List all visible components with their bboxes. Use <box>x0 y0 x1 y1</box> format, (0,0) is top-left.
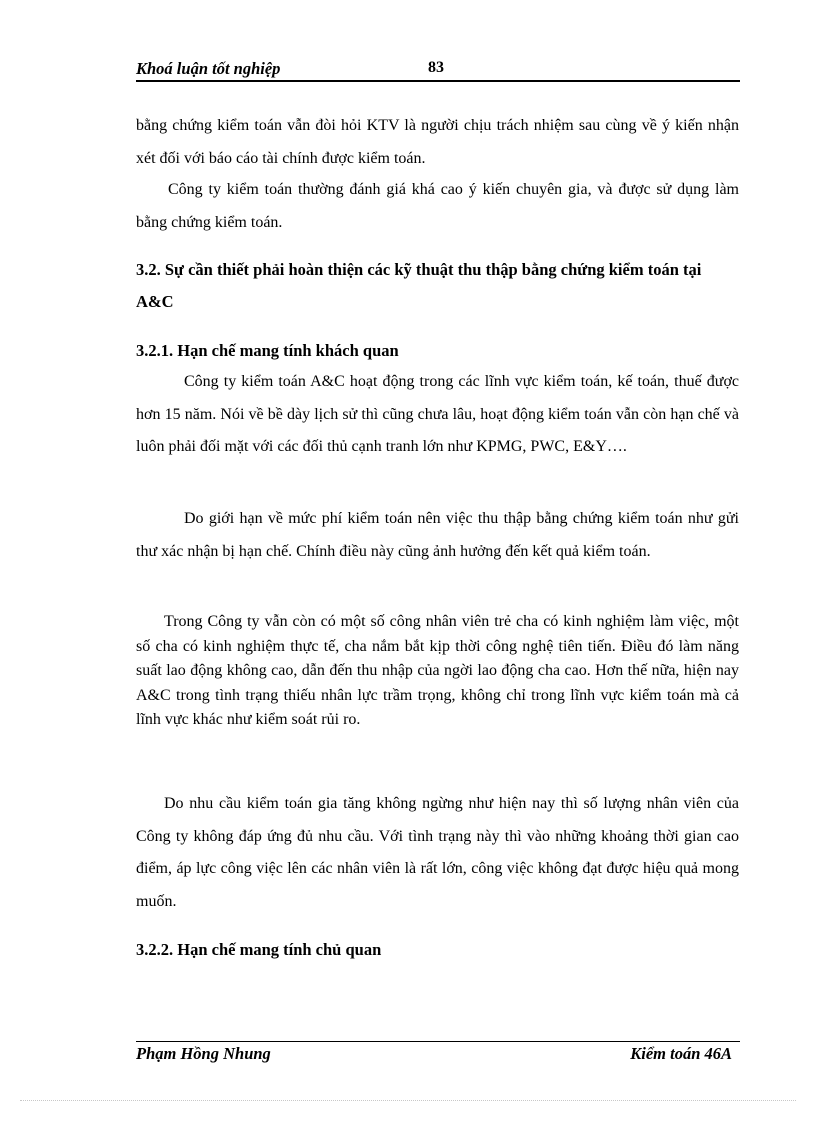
page-header <box>136 58 740 82</box>
paragraph-4: Do giới hạn về mức phí kiểm toán nên việc thu thập bằng chứng kiểm toán như gửi thư xác nhận bị hạn chế. Chính điều này cũng ảnh hưởng đến kết quả kiểm toán. <box>136 510 739 560</box>
paragraph-1: bằng chứng kiểm toán vẫn đòi hỏi KTV là người chịu trách nhiệm sau cùng về ý kiến nhận xét đối với báo cáo tài chính được kiểm toán. <box>136 117 739 167</box>
subsection-heading-3-2-2: 3.2.2. Hạn chế mang tính chủ quan <box>136 940 382 959</box>
section-heading-3-2: 3.2. Sự cần thiết phải hoàn thiện các kỹ thuật thu thập bằng chứng kiểm toán tại A&C <box>136 260 702 311</box>
paragraph-6: Do nhu cầu kiểm toán gia tăng không ngừng như hiện nay thì số lượng nhân viên của Công ty không đáp ứng đủ nhu cầu. Với tình trạng này thì vào những khoảng thời gian cao điểm, áp lực công việc lên các nhân viên là rất lớn, công việc không đạt được hiệu quả mong muốn. <box>136 795 739 910</box>
page-number: 83 <box>428 59 444 76</box>
footer-author: Phạm Hồng Nhung <box>136 1044 271 1063</box>
paragraph-5: Trong Công ty vẫn còn có một số công nhân viên trẻ cha có kinh nghiệm làm việc, một số cha có kinh nghiệm thực tế, cha nắm bắt kịp thời công nghệ tiên tiến. Điều đó làm năng suất lao động không cao, dẫn đến thu nhập của ngời lao động cha cao. Hơn thế nữa, hiện nay A&C trong tình trạng thiếu nhân lực trầm trọng, không chỉ trong lĩnh vực kiểm toán mà cả lĩnh vực khác như kiểm soát rủi ro. <box>136 613 739 728</box>
header-title: Khoá luận tốt nghiệp <box>136 59 281 78</box>
footer-class: Kiểm toán 46A <box>630 1044 732 1063</box>
footer-divider <box>136 1041 740 1042</box>
page-bottom-edge <box>20 1100 796 1101</box>
subsection-heading-3-2-1: 3.2.1. Hạn chế mang tính khách quan <box>136 341 399 360</box>
paragraph-3: Công ty kiểm toán A&C hoạt động trong các lĩnh vực kiểm toán, kế toán, thuế được hơn 15 năm. Nói về bề dày lịch sử thì cũng chưa lâu, hoạt động kiểm toán vẫn còn hạn chế và luôn phải đối mặt với các đối thủ cạnh tranh lớn như KPMG, PWC, E&Y…. <box>136 373 739 455</box>
paragraph-2: Công ty kiểm toán thường đánh giá khá cao ý kiến chuyên gia, và được sử dụng làm bằng chứng kiểm toán. <box>136 181 739 231</box>
